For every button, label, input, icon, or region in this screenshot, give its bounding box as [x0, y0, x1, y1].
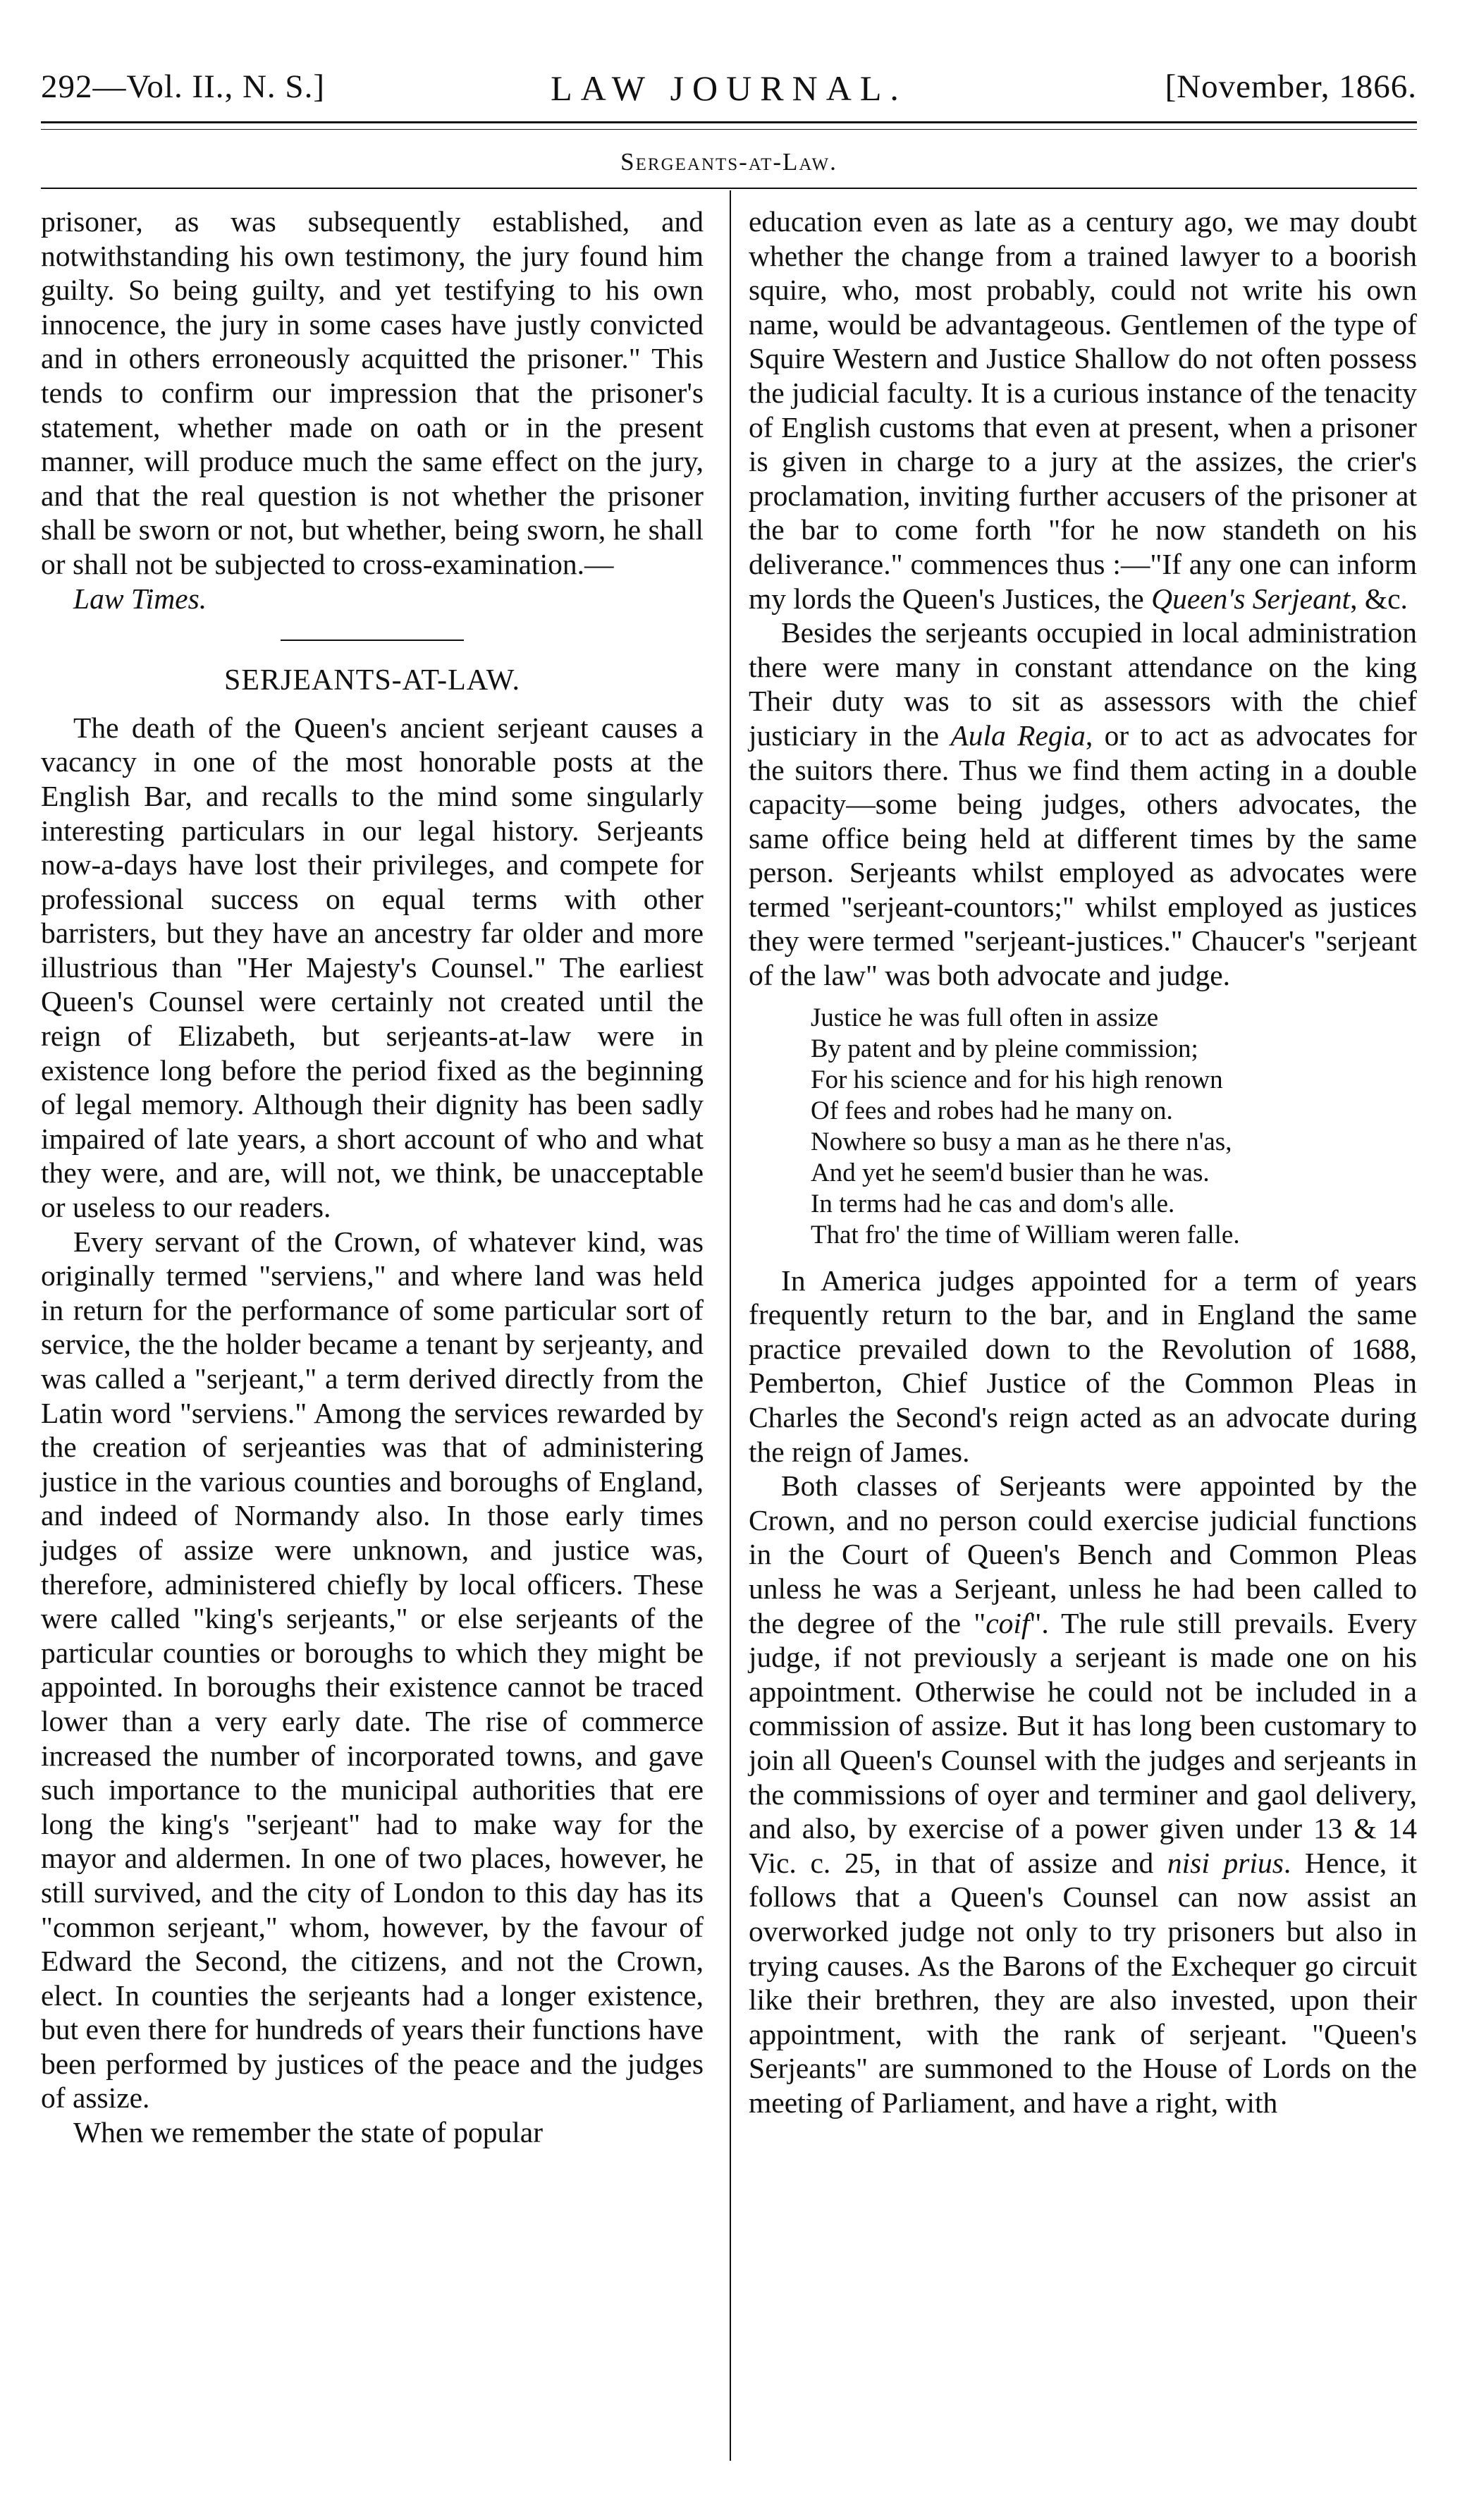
poem-line: Justice he was full often in assize: [811, 1003, 1159, 1032]
text-run: , or to act as advocates for the suitors there. Thus we find them acting in a double capacity—some being judges, others advocates, the same office being held at different times by the same person. Serjeants whilst employed as advocates were termed "serjeant-countors;" whilst employed as justices they were termed "serjeant-justices." Chaucer's "serjeant of the law" was both advocate and judge.: [749, 718, 1418, 992]
page-number-volume: 292—Vol. II., N. S.]: [41, 68, 325, 105]
right-column: [749, 204, 1417, 2120]
page-header: [41, 68, 1417, 117]
poem-line: In terms had he cas and dom's alle.: [811, 1189, 1175, 1218]
section-title: SERJEANTS-AT-LAW.: [223, 664, 521, 697]
text-run: Besides the serjeants occupied in local administration there were many in constant attendance on the king Their duty was to sit as assessors with the chief justiciary in the: [749, 616, 1417, 752]
title-rule: [41, 188, 1417, 189]
header-rule-thin: [41, 129, 1417, 130]
text-run: ". The rule still prevails. Every judge, if not previously a serjeant is made one on his appointment. Otherwise he could not be included in a commission of assize. But it has long been customary to join all Queen's Counsel with the judges and serjeants in the commissions of oyer and terminer and gaol delivery, and also, by exercise of a power given under 13 & 14 Vic. c. 25, in that of assize and: [749, 1606, 1417, 1879]
poem-line: Of fees and robes had he many on.: [811, 1096, 1173, 1125]
paragraph: The death of the Queen's ancient serjeant causes a vacancy in one of the most honorable posts at the English Bar, and recalls to the mind some singularly interesting particulars in our legal history. Serjeants now-a-days have lost their privileges, and compete for professional success on equal terms with other barristers, but they have an ancestry far older and more illustrious than "Her Majesty's Counsel." The earliest Queen's Counsel were certainly not created until the reign of Elizabeth, but serjeants-at-law were in existence long before the period fixed as the beginning of legal memory. Although their dignity has been sadly impaired of late years, a short account of who and what they were, and are, will not, we think, be unacceptable or useless to our readers.: [41, 711, 704, 1224]
italic-run: Aula Regia: [950, 718, 1086, 752]
paragraph: [749, 616, 1417, 993]
poem-line: That fro' the time of William weren falle.: [811, 1220, 1240, 1249]
intro-paragraph: prisoner, as was subsequently established, and notwithstanding his own testimony, the jury found him guilty. So being guilty, and yet testifying to his own innocence, the jury in some cases have justly convicted and in others erroneously acquitted the prisoner." This tends to confirm our impression that the prisoner's statement, whether made on oath or in the present manner, will produce much the same effect on the jury, and that the real question is not whether the prisoner shall be sworn or not, but whether, being sworn, he shall or shall not be subjected to cross-examination.—: [41, 205, 704, 580]
poem-line: By patent and by pleine commission;: [811, 1034, 1198, 1063]
poem-line: Nowhere so busy a man as he there n'as,: [811, 1127, 1232, 1156]
chaucer-quotation: [811, 1003, 1417, 1251]
text-run: education even as late as a century ago, we may doubt whether the change from a trained lawyer to a boorish squire, who, most probably, could not write his own name, would be advantageous. Gentlemen of the type of Squire Western and Justice Shallow do not often possess the judicial faculty. It is a curious instance of the tenacity of English customs that even at present, when a prisoner is given in charge to a jury at the assizes, the crier's proclamation, inviting further accusers of the prisoner at the bar to come forth "for he now standeth on his deliverance." commences thus :—"If any one can inform my lords the Queen's Justices, the: [749, 205, 1418, 615]
paragraph: [749, 1469, 1417, 2120]
source-attribution: Law Times.: [73, 582, 207, 615]
text-run: Both classes of Serjeants were appointed by the Crown, and no person could exercise judicial functions in the Court of Queen's Bench and Common Pleas unless he was a Serjeant, unless he had been called to the degree of the ": [749, 1469, 1417, 1639]
italic-run: coif: [986, 1606, 1030, 1639]
journal-title: LAW JOURNAL.: [551, 68, 907, 108]
column-divider: [730, 190, 731, 2461]
poem-line: And yet he seem'd busier than he was.: [811, 1158, 1210, 1187]
italic-run: Queen's Serjeant: [1151, 582, 1351, 615]
poem-line: For his science and for his high renown: [811, 1065, 1223, 1094]
paragraph: When we remember the state of popular: [73, 2116, 544, 2149]
paragraph: In America judges appointed for a term of years frequently return to the bar, and in England the same practice prevailed down to the Revolution of 1688, Pemberton, Chief Justice of the Common Pleas in Charles the Second's reign acted as an advocate during the reign of James.: [749, 1264, 1417, 1468]
paragraph: [749, 204, 1417, 616]
running-title: Sergeants-at-Law.: [620, 148, 837, 176]
header-rule-thick: [41, 121, 1417, 123]
text-run: . Hence, it follows that a Queen's Counsel can now assist an overworked judge not only to try prisoners but also in trying causes. As the Barons of the Exchequer go circuit like their brethren, they are also invested, upon their appointment, with the rank of serjeant. "Queen's Serjeants" are summoned to the House of Lords on the meeting of Parliament, and have a right, with: [749, 1846, 1417, 2119]
section-separator: [281, 640, 464, 641]
issue-date: [November, 1866.: [1165, 68, 1417, 105]
text-run: , &c.: [1350, 582, 1408, 615]
left-column: [41, 204, 704, 2150]
paragraph: Every servant of the Crown, of whatever kind, was originally termed "serviens," and where land was held in return for the performance of some particular sort of service, the the holder became a tenant by serjeanty, and was called a "serjeant," a term derived directly from the Latin word "serviens." Among the services rewarded by the creation of serjeanties was that of administering justice in the various counties and boroughs of England, and indeed of Normandy also. In those early times judges of assize were unknown, and justice was, therefore, administered chiefly by local officers. These were called "king's serjeants," or else serjeants of the particular counties or boroughs to which they might be appointed. In boroughs their existence cannot be traced lower than a very early date. The rise of commerce increased the number of incorporated towns, and gave such importance to the municipal authorities that ere long the king's "serjeant" had to make way for the mayor and aldermen. In one of two places, however, he still survived, and the city of London to this day has its "common serjeant," whom, however, by the favour of Edward the Second, the citizens, and not the Crown, elect. In counties the serjeants had a longer existence, but even there for hundreds of years their functions have been performed by justices of the peace and the judges of assize.: [41, 1225, 704, 2115]
italic-run: nisi prius: [1167, 1846, 1284, 1879]
